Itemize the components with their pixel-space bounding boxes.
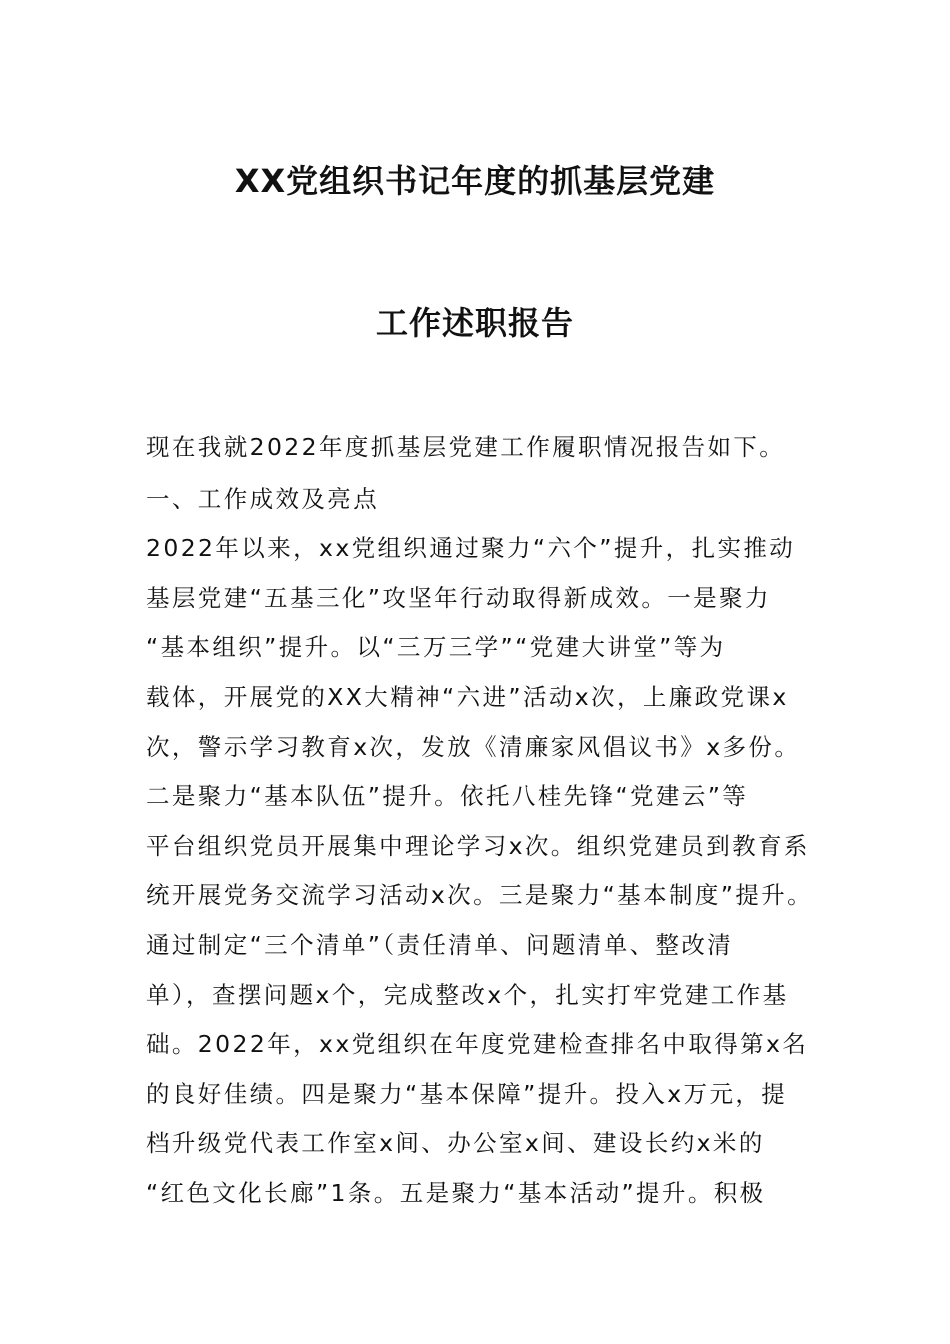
body-line: 的良好佳绩。四是聚力“基本保障”提升。投入x万元，提 — [146, 1080, 788, 1108]
body-line: 档升级党代表工作室x间、办公室x间、建设长约x米的 — [146, 1129, 765, 1157]
body-line: 二是聚力“基本队伍”提升。依托八桂先锋“党建云”等 — [146, 782, 749, 810]
intro-paragraph: 现在我就2022年度抓基层党建工作履职情况报告如下。 — [146, 433, 786, 461]
body-line: “基本组织”提升。以“三万三学”“党建大讲堂”等为 — [146, 633, 726, 661]
body-line: 载体，开展党的XX大精神“六进”活动x次，上廉政党课x — [146, 683, 789, 711]
body-line: 次，警示学习教育x次，发放《清廉家风倡议书》x多份。 — [146, 733, 801, 761]
body-line: 基层党建“五基三化”攻坚年行动取得新成效。一是聚力 — [146, 584, 771, 612]
body-line: 础。2022年，xx党组织在年度党建检查排名中取得第x名 — [146, 1030, 809, 1058]
body-line: 通过制定“三个清单”（责任清单、问题清单、整改清 — [146, 931, 734, 959]
document-title-line-2: 工作述职报告 — [375, 304, 574, 342]
document-title-line-1: XX党组织书记年度的抓基层党建 — [234, 162, 716, 200]
body-line: 平台组织党员开展集中理论学习x次。组织党建员到教育系 — [146, 832, 810, 860]
body-line: 2022年以来，xx党组织通过聚力“六个”提升，扎实推动 — [146, 534, 796, 562]
section-heading: 一、工作成效及亮点 — [146, 485, 380, 513]
body-line: 统开展党务交流学习活动x次。三是聚力“基本制度”提升。 — [146, 881, 814, 909]
body-line: “红色文化长廊”1条。五是聚力“基本活动”提升。积极 — [146, 1179, 766, 1207]
body-line: 单），查摆问题x个，完成整改x个，扎实打牢党建工作基 — [146, 981, 789, 1009]
